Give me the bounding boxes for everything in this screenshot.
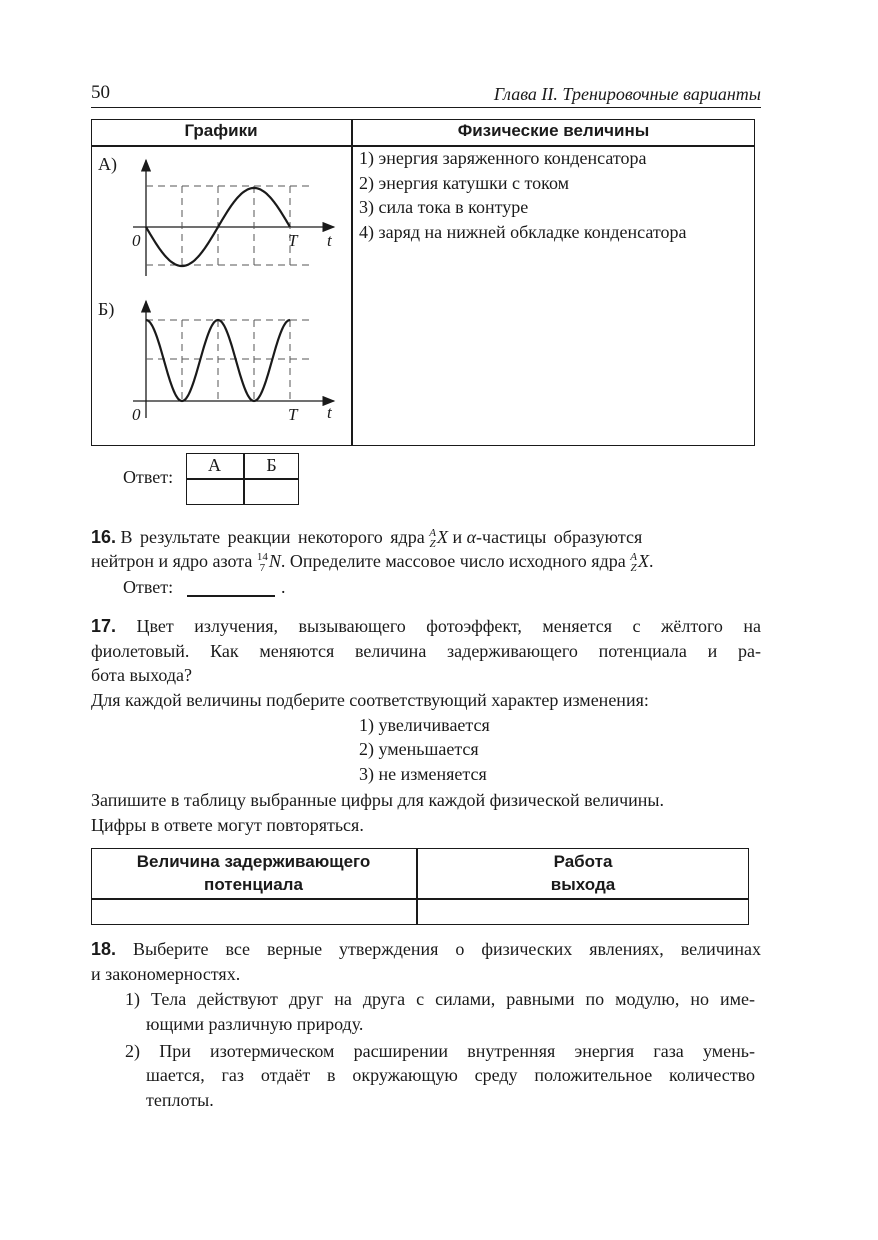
task16-text2c: .	[648, 551, 654, 571]
task18-item2-line1: 2) При изотермическом расширении внутренняя энергия газа умень-	[125, 1041, 755, 1061]
option-3: 3) сила тока в контуре	[359, 197, 529, 217]
task16-text1: В результате реакции некоторого ядра	[120, 527, 425, 547]
graph-b-period: T	[288, 405, 298, 424]
task16-text2b: . Определите массовое число исходного ядра	[280, 551, 626, 571]
graph-a-label: А)	[98, 154, 117, 174]
task17-answer-cell-1[interactable]	[93, 900, 415, 923]
answer-cell-b[interactable]	[245, 481, 297, 503]
task17-choice-3: 3) не изменяется	[359, 764, 487, 784]
col-quantities-header: Физические величины	[457, 121, 650, 140]
option-4: 4) заряд на нижней обкладке конденсатора	[359, 222, 687, 242]
task18-line1: 18. Выберите все верные утверждения о физических явлениях, величинах	[91, 939, 762, 959]
task16-line1	[91, 525, 761, 550]
running-title: Глава II. Тренировочные варианты	[493, 84, 761, 104]
col-stopping-potential-header: Величина задерживающего потенциала	[136, 852, 371, 894]
nucleus-n-symbol: N	[268, 551, 281, 571]
task17-choice-1: 1) увеличивается	[359, 715, 490, 735]
col-work-function-header: Работа выхода	[550, 852, 616, 894]
page-number: 50	[91, 82, 110, 103]
task17-line1: 17. Цвет излучения, вызывающего фотоэффект, меняется с жёлтого на	[91, 616, 762, 636]
task17-line2: фиолетовый. Как меняются величина задерживающего потенциала и ра-	[91, 641, 761, 661]
nucleus-x-indices: A Z	[429, 526, 436, 550]
task17-line6: Цифры в ответе могут повторяться.	[91, 815, 364, 835]
graph-a-axis-label: t	[327, 231, 332, 250]
task15-col-divider	[351, 119, 353, 446]
task18-item2-line2: шается, газ отдаёт в окружающую среду положительное количество	[146, 1065, 755, 1085]
task18-item1-line1: 1) Тела действуют друг на друга с силами, равными по модулю, но име-	[125, 989, 755, 1009]
task17-line4: Для каждой величины подберите соответствующий характер изменения:	[91, 690, 649, 710]
answer-col-b: Б	[266, 455, 277, 475]
graph-b-axis-label: t	[327, 403, 332, 422]
graph-a-origin: 0	[132, 231, 141, 250]
nucleus-x-indices-2: A Z	[630, 550, 637, 574]
nucleus-x-symbol-2: X	[637, 551, 649, 571]
graphs-svg	[91, 146, 351, 446]
task16-answer-line[interactable]	[187, 595, 275, 597]
alpha-symbol: α	[466, 527, 477, 547]
task17-line3: бота выхода?	[91, 665, 193, 685]
task18-number: 18.	[91, 939, 117, 959]
task16-answer-label: Ответ:	[123, 577, 174, 597]
graph-a	[133, 160, 334, 276]
graph-a-gridlines	[146, 186, 311, 265]
task16-and: и	[452, 527, 463, 547]
task16-text1c: -частицы образуются	[476, 527, 643, 547]
graph-a-period: T	[288, 231, 298, 250]
task16-number: 16.	[91, 527, 117, 547]
option-1: 1) энергия заряженного конденсатора	[359, 148, 647, 168]
task16-text2a: нейтрон и ядро азота	[91, 551, 253, 571]
graph-b-gridlines	[146, 320, 311, 401]
task17-choice-2: 2) уменьшается	[359, 739, 479, 759]
header-rule	[91, 107, 761, 108]
task16-answer-end: .	[281, 577, 286, 597]
col-graphs-header: Графики	[184, 121, 258, 140]
answer-cell-a[interactable]	[188, 481, 242, 503]
task16-line2	[91, 549, 653, 574]
answer-grid-row-divider	[186, 478, 299, 480]
task15-answer-label: Ответ:	[123, 467, 174, 487]
nucleus-n-indices: 14 7	[256, 550, 268, 574]
answer-col-a: А	[208, 455, 221, 475]
graph-b-origin: 0	[132, 405, 141, 424]
task18-line2: и закономерностях.	[91, 964, 241, 984]
graph-b-label: Б)	[98, 299, 115, 319]
task18-item2-line3: теплоты.	[146, 1090, 214, 1110]
task17-number: 17.	[91, 616, 117, 636]
task17-answer-cell-2[interactable]	[418, 900, 747, 923]
nucleus-x-symbol: X	[436, 527, 448, 547]
task18-item1-line2: ющими различную природу.	[146, 1014, 364, 1034]
graph-b	[133, 301, 334, 418]
option-2: 2) энергия катушки с током	[359, 173, 569, 193]
task17-line5: Запишите в таблицу выбранные цифры для каждой физической величины.	[91, 790, 665, 810]
